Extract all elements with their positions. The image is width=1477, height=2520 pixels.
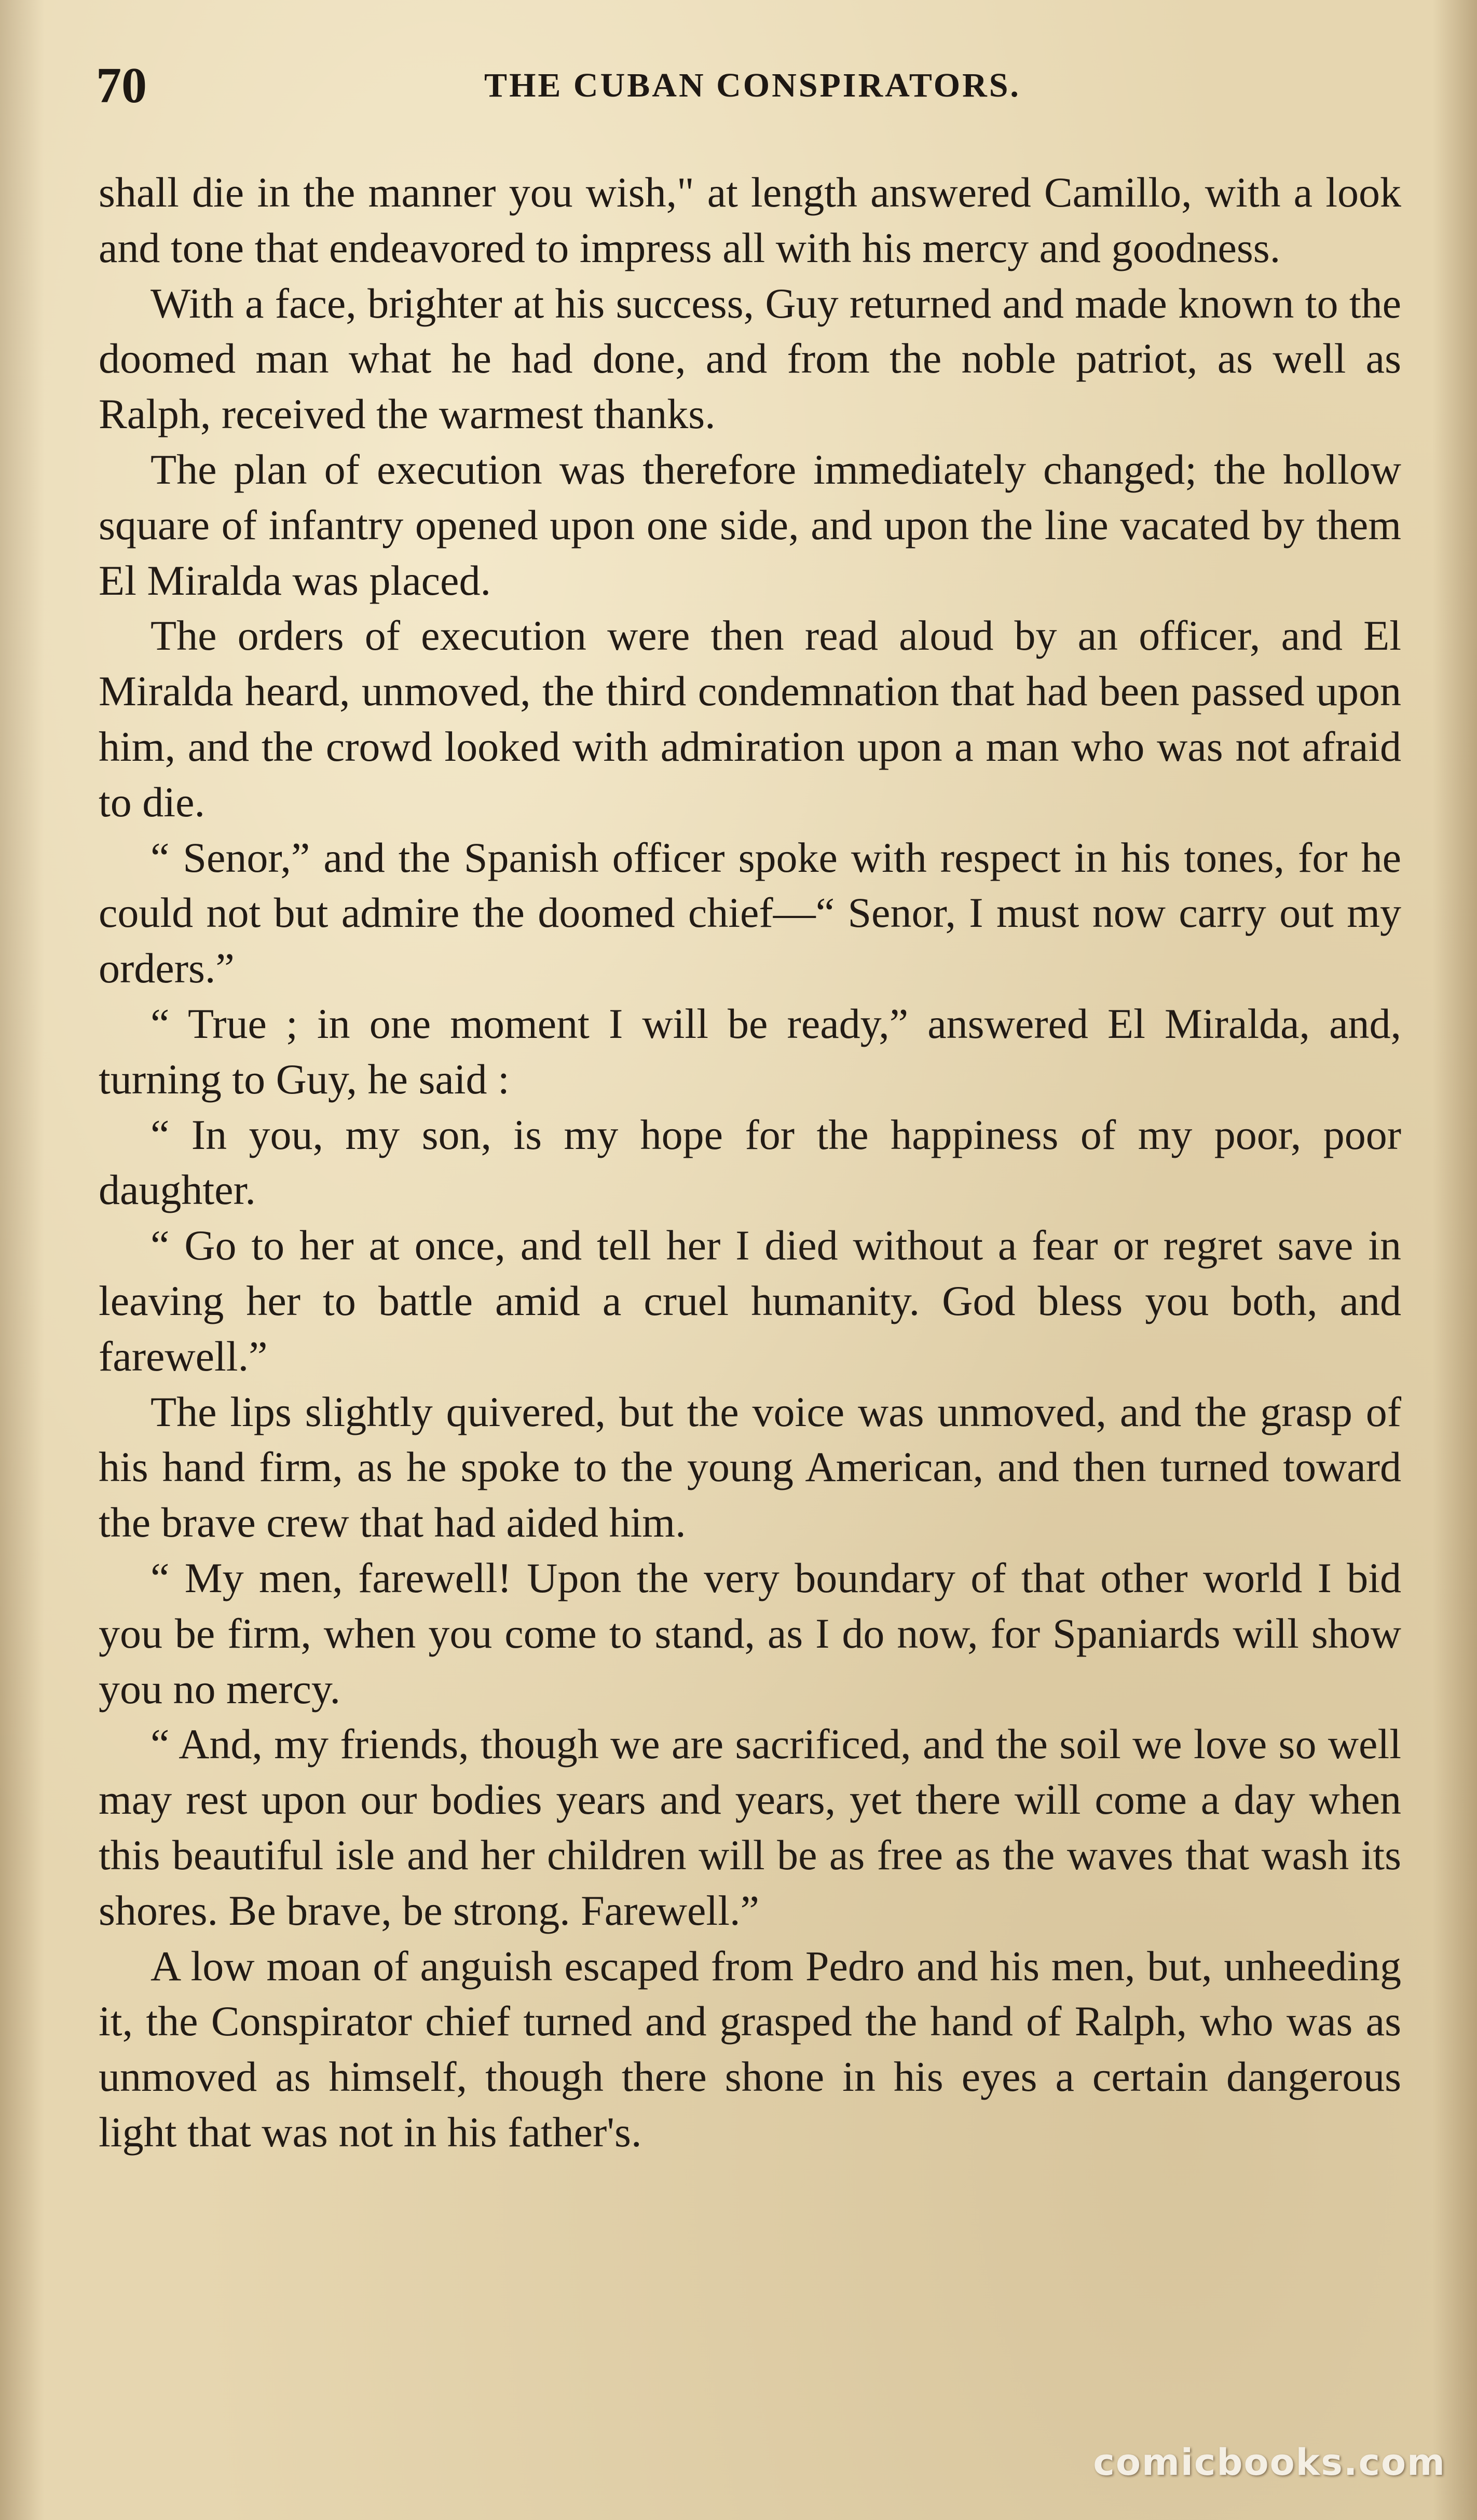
paragraph: With a face, brighter at his success, Guy returned and made known to the doomed man what he had done, and from the noble patriot, as well as Ralph, received the warmest thanks.: [99, 279, 1401, 438]
paragraph: “ And, my friends, though we are sacrificed, and the soil we love so well may rest upon our bodies years and years, yet there will come a day when this beautiful isle and her children will be as free as the waves that wash its shores. Be brave, be strong. Farewell.”: [99, 1720, 1401, 1934]
body-text: [99, 165, 1401, 2160]
paragraph: “ My men, farewell! Upon the very boundary of that other world I bid you be firm, when you come to stand, as I do now, for Spaniards will show you no mercy.: [99, 1554, 1401, 1713]
paragraph: “ Senor,” and the Spanish officer spoke with respect in his tones, for he could not but admire the doomed chief—“ Senor, I must now carry out my orders.”: [99, 833, 1401, 992]
paragraph: “ Go to her at once, and tell her I died without a fear or regret save in leaving her to battle amid a cruel humanity. God bless you both, and farewell.”: [99, 1222, 1401, 1380]
paragraph: The orders of execution were then read aloud by an officer, and El Miralda heard, unmoved, the third condemnation that had been passed upon him, and the crowd looked with admiration upon a man who was not afraid to die.: [99, 612, 1401, 826]
page-number: 70: [96, 58, 147, 114]
running-head: THE CUBAN CONSPIRATORS.: [484, 66, 1021, 104]
paragraph: “ In you, my son, is my hope for the happiness of my poor, poor daughter.: [99, 1111, 1401, 1214]
page-header: [96, 57, 1409, 114]
watermark: comicbooks.com: [1093, 2441, 1446, 2484]
paragraph: The plan of execution was therefore immediately changed; the hollow square of infantry opened upon one side, and upon the line vacated by them El Miralda was placed.: [99, 445, 1401, 604]
paragraph: “ True ; in one moment I will be ready,” answered El Miralda, and, turning to Guy, he said :: [99, 999, 1401, 1103]
paragraph: shall die in the manner you wish," at length answered Camillo, with a look and tone that endeavored to impress all with his mercy and goodness.: [99, 169, 1401, 271]
paragraph: The lips slightly quivered, but the voice was unmoved, and the grasp of his hand firm, as he spoke to the young American, and then turned toward the brave crew that had aided him.: [99, 1388, 1401, 1546]
paragraph: A low moan of anguish escaped from Pedro and his men, but, unheeding it, the Conspirator chief turned and grasped the hand of Ralph, who was as unmoved as himself, though there shone in his eyes a certain dangerous light that was not in his father's.: [99, 1942, 1401, 2156]
